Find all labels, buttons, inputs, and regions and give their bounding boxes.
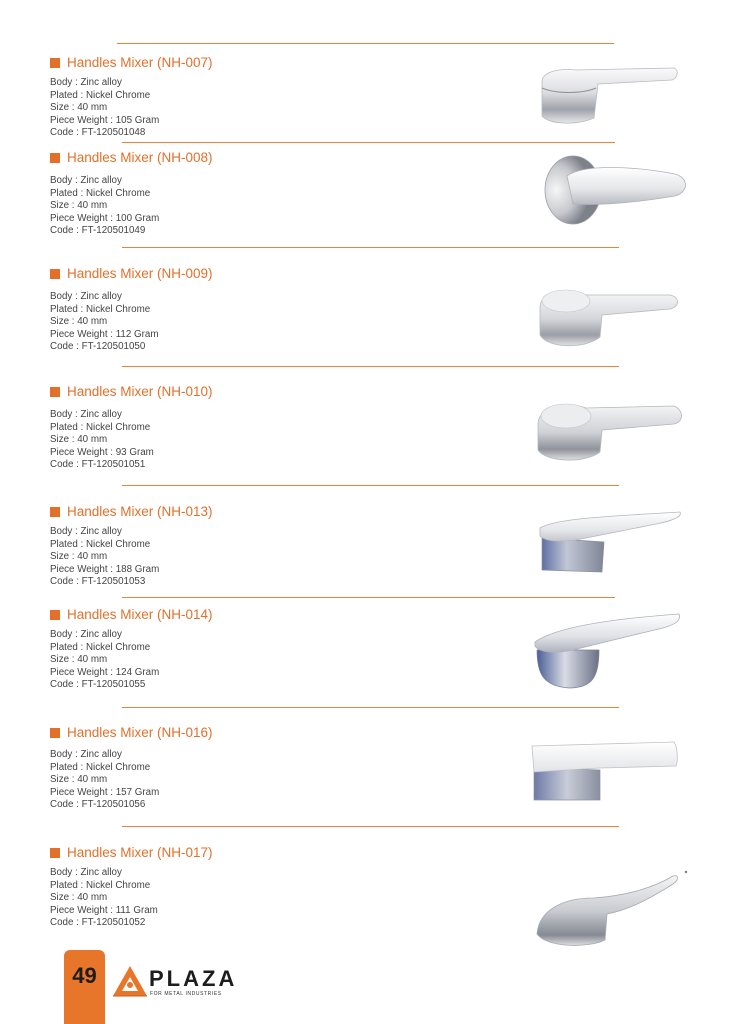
spec-weight: Piece Weight : 188 Gram [50,563,160,575]
divider-rule [122,247,619,248]
spec-size: Size : 40 mm [50,654,108,666]
spec-body: Body : Zinc alloy [50,409,122,420]
spec-code: Code : FT-120501056 [50,799,146,811]
product-title [50,150,510,165]
product-title-text: Handles Mixer (NH-007) [67,55,213,70]
product-entry [50,266,510,354]
divider-rule [122,485,619,486]
product-specs [50,77,510,140]
spec-plated: Plated : Nickel Chrome [50,538,151,550]
spec-weight: Piece Weight : 100 Gram [50,212,160,224]
divider-rule [122,707,619,708]
mixer-handle-image-nh-017 [533,868,691,948]
spec-plated: Plated : Nickel Chrome [50,761,151,773]
product-title-text: Handles Mixer (NH-016) [67,725,213,740]
product-entry [50,150,510,238]
mixer-handle-image-nh-013 [536,508,684,576]
product-title-text: Handles Mixer (NH-008) [67,150,213,165]
square-bullet-icon [50,58,60,68]
spec-body: Body : Zinc alloy [50,749,122,760]
product-specs [50,291,510,354]
product-title-text: Handles Mixer (NH-013) [67,504,213,519]
product-specs [50,175,510,238]
square-bullet-icon [50,507,60,517]
product-title-text: Handles Mixer (NH-017) [67,845,213,860]
product-specs [50,526,510,589]
product-specs [50,867,510,930]
spec-weight: Piece Weight : 111 Gram [50,904,158,916]
product-title [50,384,510,399]
spec-body: Body : Zinc alloy [50,291,122,302]
spec-body: Body : Zinc alloy [50,629,122,640]
spec-size: Size : 40 mm [50,774,108,786]
spec-size: Size : 40 mm [50,434,108,446]
product-title [50,845,510,860]
brand-name: PLAZA [149,966,238,991]
product-entry [50,504,510,589]
product-title [50,607,510,622]
product-title-text: Handles Mixer (NH-010) [67,384,213,399]
divider-rule [122,826,619,827]
page-number: 49 [72,963,97,988]
spec-weight: Piece Weight : 93 Gram [50,446,154,458]
spec-plated: Plated : Nickel Chrome [50,641,151,653]
product-title [50,55,510,70]
spec-code: Code : FT-120501052 [50,917,146,929]
spec-code: Code : FT-120501048 [50,127,146,139]
spec-plated: Plated : Nickel Chrome [50,187,151,199]
mixer-handle-image-nh-014 [533,610,683,690]
product-entry [50,607,510,692]
spec-plated: Plated : Nickel Chrome [50,303,151,315]
product-entry [50,845,510,930]
plaza-triangle-logo-icon [111,964,149,998]
square-bullet-icon [50,153,60,163]
spec-plated: Plated : Nickel Chrome [50,421,151,433]
spec-code: Code : FT-120501051 [50,459,146,471]
product-title [50,725,510,740]
divider-rule [122,366,619,367]
product-entry [50,55,510,140]
spec-weight: Piece Weight : 157 Gram [50,786,160,798]
divider-rule [122,142,615,143]
product-specs [50,409,510,472]
spec-size: Size : 40 mm [50,551,108,563]
spec-size: Size : 40 mm [50,892,108,904]
square-bullet-icon [50,610,60,620]
product-title-text: Handles Mixer (NH-009) [67,266,213,281]
spec-weight: Piece Weight : 105 Gram [50,114,160,126]
square-bullet-icon [50,848,60,858]
square-bullet-icon [50,387,60,397]
product-entry [50,384,510,472]
divider-rule [117,43,614,44]
spec-plated: Plated : Nickel Chrome [50,879,151,891]
mixer-handle-image-nh-008 [543,154,689,226]
spec-weight: Piece Weight : 124 Gram [50,666,160,678]
mixer-handle-image-nh-016 [530,738,680,804]
product-title [50,504,510,519]
brand-tagline: FOR METAL INDUSTRIES [150,991,222,997]
spec-body: Body : Zinc alloy [50,526,122,537]
square-bullet-icon [50,269,60,279]
spec-plated: Plated : Nickel Chrome [50,89,151,101]
spec-code: Code : FT-120501055 [50,679,146,691]
spec-size: Size : 40 mm [50,316,108,328]
divider-rule [122,597,615,598]
spec-body: Body : Zinc alloy [50,175,122,186]
product-specs [50,629,510,692]
product-entry [50,725,510,812]
spec-body: Body : Zinc alloy [50,77,122,88]
product-specs [50,749,510,812]
product-title [50,266,510,281]
square-bullet-icon [50,728,60,738]
product-title-text: Handles Mixer (NH-014) [67,607,213,622]
spec-code: Code : FT-120501053 [50,576,146,588]
spec-size: Size : 40 mm [50,102,108,114]
mixer-handle-image-nh-010 [536,400,684,464]
spec-body: Body : Zinc alloy [50,867,122,878]
mixer-handle-image-nh-009 [536,285,682,351]
spec-weight: Piece Weight : 112 Gram [50,328,159,340]
spec-size: Size : 40 mm [50,200,108,212]
spec-code: Code : FT-120501049 [50,225,146,237]
spec-code: Code : FT-120501050 [50,341,146,353]
mixer-handle-image-nh-007 [536,60,681,128]
